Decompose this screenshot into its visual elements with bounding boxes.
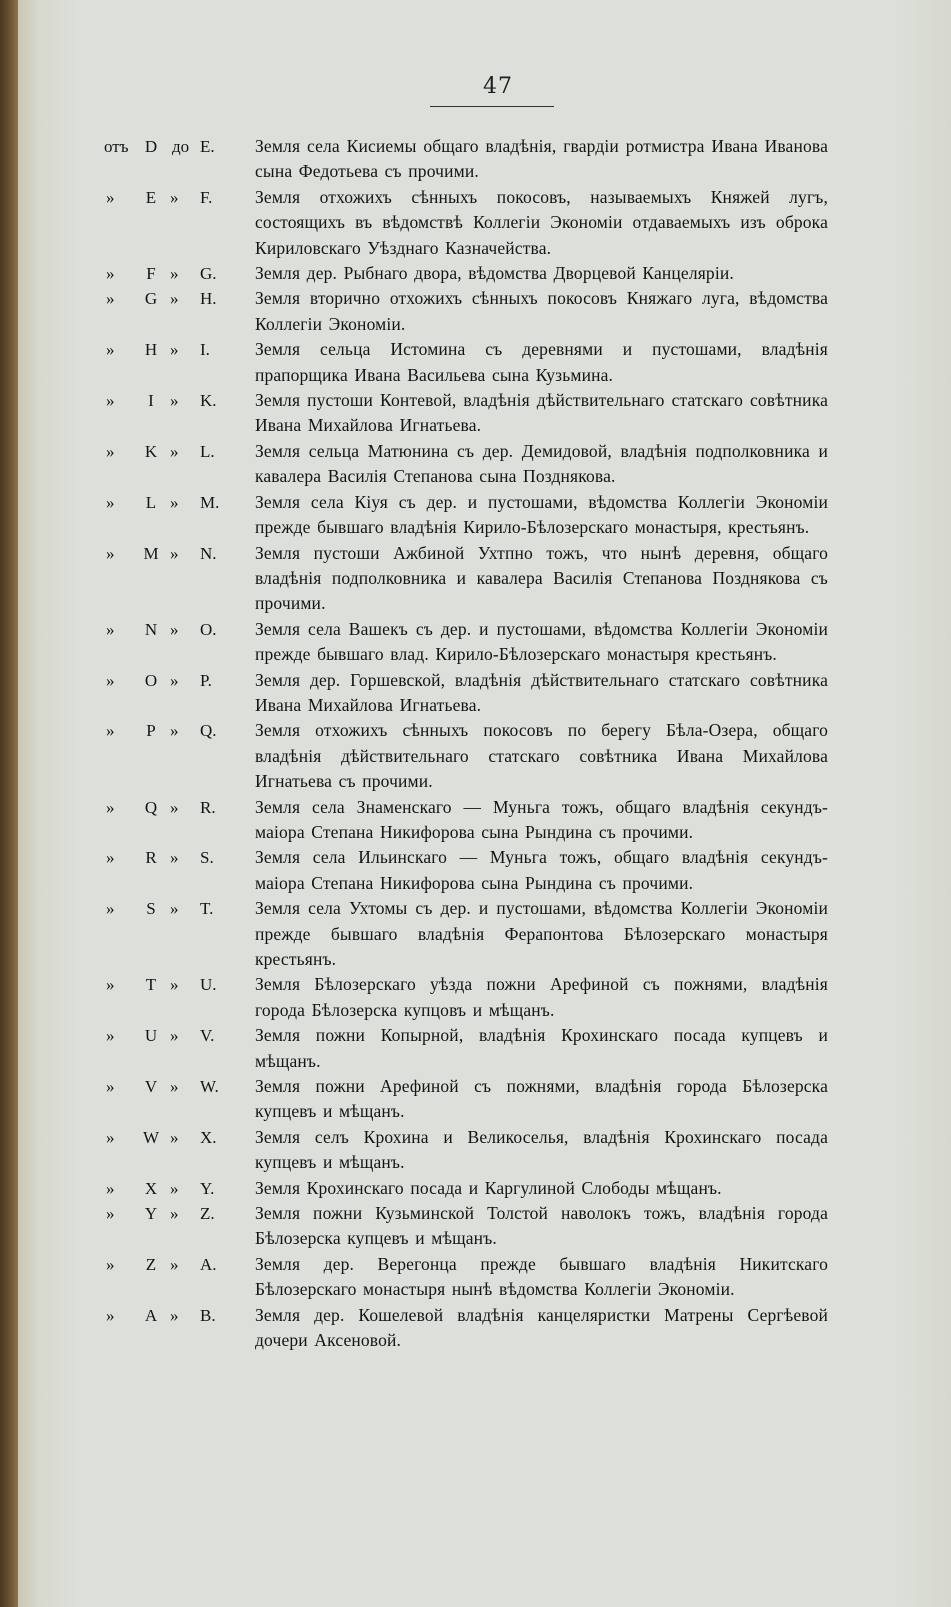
page-number-rule (430, 106, 554, 107)
range-to-letter: A. (200, 1254, 217, 1274)
entry-row (90, 617, 838, 668)
range-prefix: » (106, 721, 115, 741)
entry-range (90, 1303, 255, 1328)
range-prefix: » (106, 264, 115, 284)
entry-range (90, 718, 255, 743)
range-connector: » (170, 899, 179, 919)
range-prefix: отъ (104, 137, 129, 156)
book-spine (0, 0, 18, 1607)
range-to-letter: E. (200, 137, 215, 156)
range-from-letter: U (144, 1026, 158, 1046)
range-to-letter: X. (200, 1127, 217, 1147)
range-connector: » (170, 1305, 179, 1325)
range-to-letter: W. (200, 1077, 219, 1097)
entry-row (90, 134, 838, 185)
entry-description: Земля села Кисиемы общаго владѣнія, гвардіи ротмистра Ивана Иванова сына Федотьева съ прочими. (255, 136, 828, 182)
range-from-letter: V (144, 1077, 158, 1097)
entry-row (90, 1125, 838, 1176)
entry-description: Земля вторично отхожихъ сѣнныхъ покосовъ Княжаго луга, вѣдомства Коллегіи Экономіи. (255, 288, 828, 334)
entry-row (90, 1252, 838, 1303)
range-from-letter: O (144, 670, 158, 690)
range-prefix: » (106, 1026, 115, 1046)
range-from-letter: K (144, 441, 158, 461)
range-prefix: » (106, 975, 115, 995)
range-to-letter: K. (200, 391, 217, 411)
range-prefix: » (106, 1254, 115, 1274)
page-number: 47 (483, 74, 513, 99)
entry-row (90, 388, 838, 439)
entry-description: Земля селъ Крохина и Великоселья, владѣнія Крохинскаго посада купцевъ и мѣщанъ. (255, 1126, 828, 1173)
range-connector: » (170, 289, 179, 309)
range-from-letter: F (146, 264, 156, 284)
range-from-letter: Q (144, 797, 158, 817)
range-from-letter: A (144, 1305, 158, 1325)
range-prefix: » (106, 289, 115, 309)
entry-range (90, 261, 255, 286)
range-connector: » (170, 1178, 179, 1198)
entry-row (90, 1074, 838, 1125)
range-connector: до (172, 137, 190, 156)
range-to-letter: H. (200, 289, 217, 309)
entry-range (90, 1176, 255, 1201)
range-connector: » (170, 721, 179, 741)
entry-range (90, 1201, 255, 1226)
entry-row (90, 1176, 838, 1201)
entry-description: Земля села Ухтомы съ дер. и пустошами, вѣдомства Коллегіи Экономіи прежде бывшаго владѣнія Ферапонтова Бѣлозерскаго монастыря крестьянъ. (255, 898, 828, 969)
range-from-letter: W (142, 1127, 160, 1147)
entry-row (90, 795, 838, 846)
entry-row (90, 185, 838, 261)
entry-range (90, 845, 255, 870)
range-from-letter: P (146, 721, 156, 741)
range-to-letter: V. (200, 1026, 215, 1046)
range-to-letter: F. (200, 187, 213, 207)
entry-description: Земля села Ильинскаго — Муньга тожъ, общаго владѣнія секундъ-маіора Степана Никифорова сына Рындина съ прочими. (255, 847, 828, 893)
range-connector: » (170, 264, 179, 284)
range-from-letter: Z (145, 1254, 157, 1274)
range-from-letter: X (144, 1178, 158, 1198)
entry-range (90, 185, 255, 210)
range-from-letter: T (145, 975, 157, 995)
range-prefix: » (106, 848, 115, 868)
range-to-letter: G. (200, 264, 217, 284)
entry-description: Земля пожни Копырной, владѣнія Крохинскаго посада купцевъ и мѣщанъ. (255, 1025, 828, 1071)
range-from-letter: N (144, 619, 158, 639)
range-prefix: » (106, 391, 115, 411)
entry-description: Земля пустоши Ажбиной Ухтпно тожъ, что нынѣ деревня, общаго владѣнія подполковника и кавалера Василія Степанова Позднякова съ прочими. (255, 542, 828, 614)
range-connector: » (170, 1204, 179, 1224)
range-to-letter: Q. (200, 721, 217, 741)
range-connector: » (170, 848, 179, 868)
entry-description: Земля отхожихъ сѣнныхъ покосовъ, называемыхъ Княжей лугъ, состоящихъ въ вѣдомствѣ Коллегіи Экономіи отдаваемыхъ изъ оброка Кириловскаго Уѣзднаго Казначейства. (255, 186, 828, 258)
range-connector: » (170, 492, 179, 512)
entry-range (90, 286, 255, 311)
range-to-letter: S. (200, 848, 214, 868)
range-from-letter: Y (144, 1204, 158, 1224)
range-prefix: » (106, 899, 115, 919)
range-connector: » (170, 1254, 179, 1274)
entry-range (90, 388, 255, 413)
entry-row (90, 286, 838, 337)
entry-description: Земля дер. Рыбнаго двора, вѣдомства Дворцевой Канцеляріи. (255, 263, 734, 284)
range-prefix: » (106, 1077, 115, 1097)
range-to-letter: L. (200, 441, 215, 461)
range-from-letter: E (145, 187, 157, 207)
range-prefix: » (106, 670, 115, 690)
entry-description: Земля сельца Матюнина съ дер. Демидовой, владѣнія подполковника и кавалера Василія Степанова сына Позднякова. (255, 440, 828, 487)
entry-range (90, 1023, 255, 1048)
range-to-letter: Y. (200, 1178, 215, 1198)
range-from-letter: M (143, 543, 159, 563)
range-connector: » (170, 797, 179, 817)
range-to-letter: U. (200, 975, 217, 995)
range-connector: » (170, 391, 179, 411)
entry-description: Земля села Вашекъ съ дер. и пустошами, вѣдомства Коллегіи Экономіи прежде бывшаго влад. Кирило-Бѣлозерскаго монастыря крестьянъ. (255, 618, 828, 665)
range-to-letter: R. (200, 797, 216, 817)
entry-range (90, 1125, 255, 1150)
entry-description: Земля сельца Истомина съ деревнями и пустошами, владѣнія прапорщика Ивана Васильева сына Кузьмина. (255, 339, 828, 385)
entry-range (90, 972, 255, 997)
range-prefix: » (106, 543, 115, 563)
range-connector: » (170, 1026, 179, 1046)
range-prefix: » (106, 1305, 115, 1325)
range-to-letter: N. (200, 543, 217, 563)
entry-range (90, 541, 255, 566)
entry-description: Земля Крохинскаго посада и Каргулиной Слободы мѣщанъ. (255, 1177, 722, 1198)
range-from-letter: D (144, 137, 158, 156)
range-connector: » (170, 975, 179, 995)
entry-description: Земля пожни Кузьминской Толстой наволокъ тожъ, владѣнія города Бѣлозерска купцевъ и мѣщанъ. (255, 1203, 828, 1249)
entry-row (90, 896, 838, 972)
range-connector: » (170, 340, 179, 360)
range-to-letter: P. (200, 670, 212, 690)
entry-range (90, 439, 255, 464)
range-connector: » (170, 1077, 179, 1097)
entry-row (90, 668, 838, 719)
entry-range (90, 617, 255, 642)
range-to-letter: T. (200, 899, 214, 919)
range-to-letter: I. (200, 340, 210, 360)
entry-row (90, 439, 838, 490)
entry-range (90, 337, 255, 362)
entry-description: Земля дер. Горшевской, владѣнія дѣйствительнаго статскаго совѣтника Ивана Михайлова Игнатьева. (255, 669, 828, 715)
entry-row (90, 1201, 838, 1252)
range-prefix: » (106, 1127, 115, 1147)
entry-row (90, 845, 838, 896)
range-connector: » (170, 1127, 179, 1147)
range-prefix: » (106, 797, 115, 817)
entry-description: Земля Бѣлозерскаго уѣзда пожни Арефиной съ пожнями, владѣнія города Бѣлозерска купцовъ и мѣщанъ. (255, 974, 828, 1020)
range-to-letter: M. (200, 492, 220, 512)
entry-row (90, 541, 838, 617)
range-from-letter: L (145, 492, 157, 512)
range-connector: » (170, 441, 179, 461)
entry-range (90, 1252, 255, 1277)
entry-range (90, 134, 255, 159)
range-prefix: » (106, 1204, 115, 1224)
range-to-letter: Z. (200, 1204, 215, 1224)
range-from-letter: H (144, 340, 158, 360)
range-prefix: » (106, 1178, 115, 1198)
entry-row (90, 718, 838, 794)
entry-row (90, 490, 838, 541)
range-prefix: » (106, 492, 115, 512)
range-connector: » (170, 187, 179, 207)
range-connector: » (170, 543, 179, 563)
entry-range (90, 1074, 255, 1099)
entry-description: Земля дер. Кошелевой владѣнія канцеляристки Матрены Сергѣевой дочери Аксеновой. (255, 1304, 828, 1351)
range-to-letter: B. (200, 1305, 216, 1325)
entry-row (90, 261, 838, 286)
entry-description: Земля дер. Верегонца прежде бывшаго владѣнія Никитскаго Бѣлозерскаго монастыря нынѣ вѣдомства Коллегіи Экономіи. (255, 1253, 828, 1300)
entry-description: Земля пожни Арефиной съ пожнями, владѣнія города Бѣлозерска купцевъ и мѣщанъ. (255, 1076, 828, 1122)
range-connector: » (170, 670, 179, 690)
entry-description: Земля пустоши Контевой, владѣнія дѣйствительнаго статскаго совѣтника Ивана Михайлова Игнатьева. (255, 390, 828, 436)
entry-range (90, 490, 255, 515)
entry-range (90, 795, 255, 820)
entry-description: Земля села Кіуя съ дер. и пустошами, вѣдомства Коллегіи Экономіи прежде бывшаго владѣнія Кирило-Бѣлозерскаго монастыря, крестьянъ. (255, 491, 828, 538)
range-to-letter: O. (200, 619, 217, 639)
range-prefix: » (106, 187, 115, 207)
range-from-letter: S (146, 899, 156, 919)
entry-row (90, 1023, 838, 1074)
entry-row (90, 1303, 838, 1354)
range-from-letter: R (145, 848, 157, 868)
entry-description: Земля отхожихъ сѣнныхъ покосовъ по берегу Бѣла-Озера, общаго владѣнія дѣйствительнаго статскаго совѣтника Ивана Михайлова Игнатьева съ прочими. (255, 720, 828, 792)
range-prefix: » (106, 441, 115, 461)
range-prefix: » (106, 619, 115, 639)
entry-row (90, 337, 838, 388)
range-prefix: » (106, 340, 115, 360)
range-connector: » (170, 619, 179, 639)
entry-range (90, 896, 255, 921)
entry-range (90, 668, 255, 693)
range-from-letter: G (144, 289, 158, 309)
range-from-letter: I (148, 391, 154, 411)
entry-description: Земля села Знаменскаго — Муньга тожъ, общаго владѣнія секундъ-маіора Степана Никифорова сына Рындина съ прочими. (255, 796, 828, 842)
entry-list (90, 134, 838, 1354)
entry-row (90, 972, 838, 1023)
